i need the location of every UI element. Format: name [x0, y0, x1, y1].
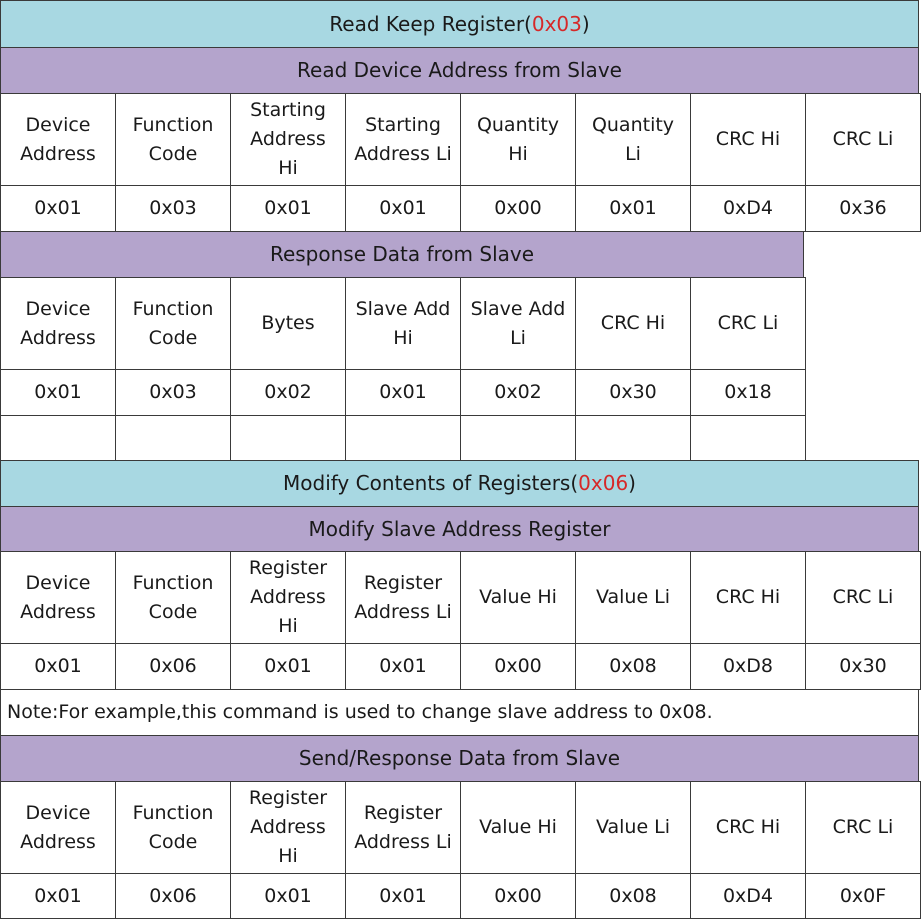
- value-cell: 0x01: [230, 873, 346, 919]
- subtitle-response-data: Response Data from Slave: [0, 231, 804, 278]
- header-cell: Starting Address Li: [345, 93, 461, 186]
- header-cell: Quantity Li: [575, 93, 691, 186]
- value-cell: 0xD8: [690, 643, 806, 690]
- header-cell: CRC Hi: [690, 781, 806, 874]
- empty-cell: [690, 415, 806, 461]
- value-cell: 0x18: [690, 369, 806, 416]
- value-cell: 0x08: [575, 643, 691, 690]
- header-cell: CRC Hi: [690, 93, 806, 186]
- read-request-header-row: [0, 93, 920, 186]
- value-cell: 0xD4: [690, 185, 806, 232]
- header-cell: CRC Li: [805, 551, 921, 644]
- header-cell: Function Code: [115, 277, 231, 370]
- value-cell: 0x01: [345, 369, 461, 416]
- value-cell: 0x01: [0, 873, 116, 919]
- empty-cell: [115, 415, 231, 461]
- header-cell: Register Address Hi: [230, 781, 346, 874]
- value-cell: 0x06: [115, 643, 231, 690]
- value-cell: 0x01: [345, 873, 461, 919]
- value-cell: 0x08: [575, 873, 691, 919]
- value-cell: 0x06: [115, 873, 231, 919]
- value-cell: 0x01: [0, 643, 116, 690]
- header-cell: Slave Add Hi: [345, 277, 461, 370]
- subtitle-send-response: Send/Response Data from Slave: [0, 735, 919, 782]
- empty-cell: [345, 415, 461, 461]
- header-cell: Value Hi: [460, 551, 576, 644]
- value-cell: 0x00: [460, 873, 576, 919]
- header-cell: Bytes: [230, 277, 346, 370]
- header-cell: CRC Li: [805, 93, 921, 186]
- read-request-value-row: [0, 185, 920, 232]
- header-cell: Register Address Li: [345, 781, 461, 874]
- header-cell: Function Code: [115, 781, 231, 874]
- value-cell: 0x00: [460, 185, 576, 232]
- header-cell: Device Address: [0, 277, 116, 370]
- title-prefix: Read Keep Register(: [329, 11, 532, 36]
- value-cell: 0x02: [460, 369, 576, 416]
- header-cell: Device Address: [0, 93, 116, 186]
- subtitle-modify-slave-address: Modify Slave Address Register: [0, 506, 919, 552]
- modify-response-header-row: [0, 781, 920, 874]
- value-cell: 0x01: [230, 643, 346, 690]
- value-cell: 0x30: [575, 369, 691, 416]
- value-cell: 0x01: [345, 185, 461, 232]
- empty-cell: [575, 415, 691, 461]
- value-cell: 0x02: [230, 369, 346, 416]
- value-cell: 0x36: [805, 185, 921, 232]
- value-cell: 0x03: [115, 185, 231, 232]
- header-cell: CRC Hi: [575, 277, 691, 370]
- header-cell: Starting Address Hi: [230, 93, 346, 186]
- header-cell: CRC Hi: [690, 551, 806, 644]
- header-cell: Value Li: [575, 781, 691, 874]
- value-cell: 0x30: [805, 643, 921, 690]
- value-cell: 0x00: [460, 643, 576, 690]
- value-cell: 0x01: [0, 369, 116, 416]
- header-cell: Register Address Li: [345, 551, 461, 644]
- empty-row: [0, 415, 805, 461]
- header-cell: Function Code: [115, 93, 231, 186]
- header-cell: Function Code: [115, 551, 231, 644]
- value-cell: 0x01: [0, 185, 116, 232]
- header-cell: Quantity Hi: [460, 93, 576, 186]
- function-code-highlight: 0x03: [531, 11, 582, 36]
- header-cell: Value Hi: [460, 781, 576, 874]
- header-cell: Device Address: [0, 551, 116, 644]
- empty-cell: [460, 415, 576, 461]
- function-code-highlight: 0x06: [578, 471, 629, 495]
- section-title-modify-registers: [0, 460, 919, 507]
- value-cell: 0x01: [575, 185, 691, 232]
- section-title-read-keep-register: [0, 0, 919, 48]
- empty-cell: [230, 415, 346, 461]
- value-cell: 0x01: [230, 185, 346, 232]
- empty-cell: [0, 415, 116, 461]
- modify-request-header-row: [0, 551, 920, 644]
- value-cell: 0x01: [345, 643, 461, 690]
- read-response-value-row: [0, 369, 805, 416]
- value-cell: 0x0F: [805, 873, 921, 919]
- header-cell: Value Li: [575, 551, 691, 644]
- value-cell: 0x03: [115, 369, 231, 416]
- header-cell: Register Address Hi: [230, 551, 346, 644]
- note-text: Note:For example,this command is used to change slave address to 0x08.: [0, 689, 919, 736]
- header-cell: Slave Add Li: [460, 277, 576, 370]
- title-prefix: Modify Contents of Registers(: [283, 471, 579, 495]
- value-cell: 0xD4: [690, 873, 806, 919]
- read-response-header-row: [0, 277, 805, 370]
- modify-request-value-row: [0, 643, 920, 690]
- title-suffix: ): [628, 471, 636, 495]
- title-suffix: ): [581, 11, 590, 36]
- modify-response-value-row: [0, 873, 920, 919]
- header-cell: CRC Li: [690, 277, 806, 370]
- header-cell: CRC Li: [805, 781, 921, 874]
- header-cell: Device Address: [0, 781, 116, 874]
- subtitle-read-device-address: Read Device Address from Slave: [0, 47, 919, 94]
